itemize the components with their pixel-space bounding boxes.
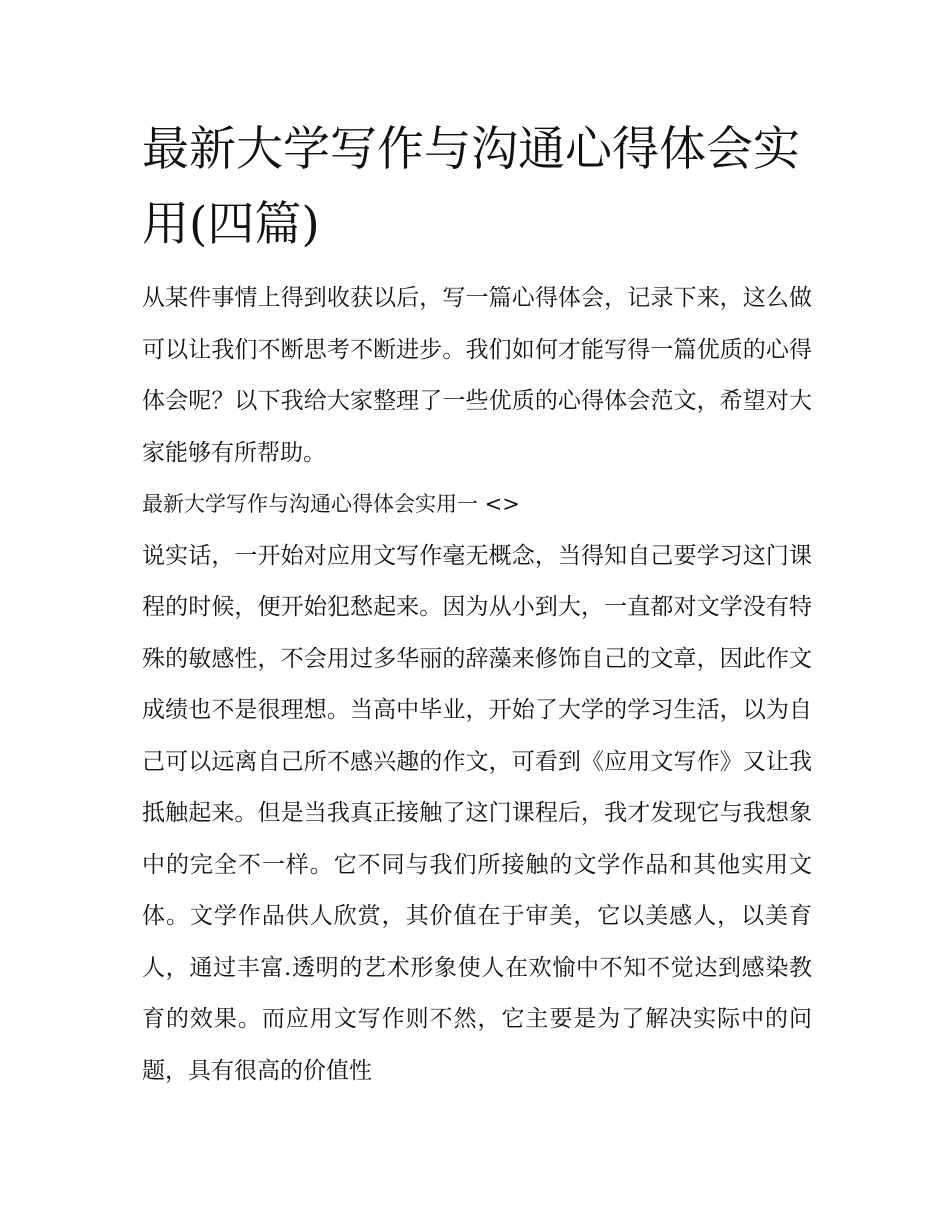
document-content: [142, 112, 812, 1097]
body-paragraph: 说实话，一开始对应用文写作毫无概念，当得知自己要学习这门课程的时候，便开始犯愁起来。因为从小到大，一直都对文学没有特殊的敏感性，不会用过多华丽的辞藻来修饰自己的文章，因此作文成绩也不是很理想。当高中毕业，开始了大学的学习生活，以为自己可以远离自己所不感兴趣的作文，可看到《应用文写作》又让我抵触起来。但是当我真正接触了这门课程后，我才发现它与我想象中的完全不一样。它不同与我们所接触的文学作品和其他实用文体。文学作品供人欣赏，其价值在于审美，它以美感人，以美育人，通过丰富.透明的艺术形象使人在欢愉中不知不觉达到感染教育的效果。而应用文写作则不然，它主要是为了解决实际中的问题，具有很高的价值性: [142, 542, 812, 1084]
document-title: 最新大学写作与沟通心得体会实用(四篇): [142, 122, 800, 252]
section-heading: 最新大学写作与沟通心得体会实用一 <>: [142, 492, 520, 516]
intro-paragraph: 从某件事情上得到收获以后，写一篇心得体会，记录下来，这么做可以让我们不断思考不断进步。我们如何才能写得一篇优质的心得体会呢？以下我给大家整理了一些优质的心得体会范文，希望对大家能够有所帮助。: [142, 285, 812, 466]
